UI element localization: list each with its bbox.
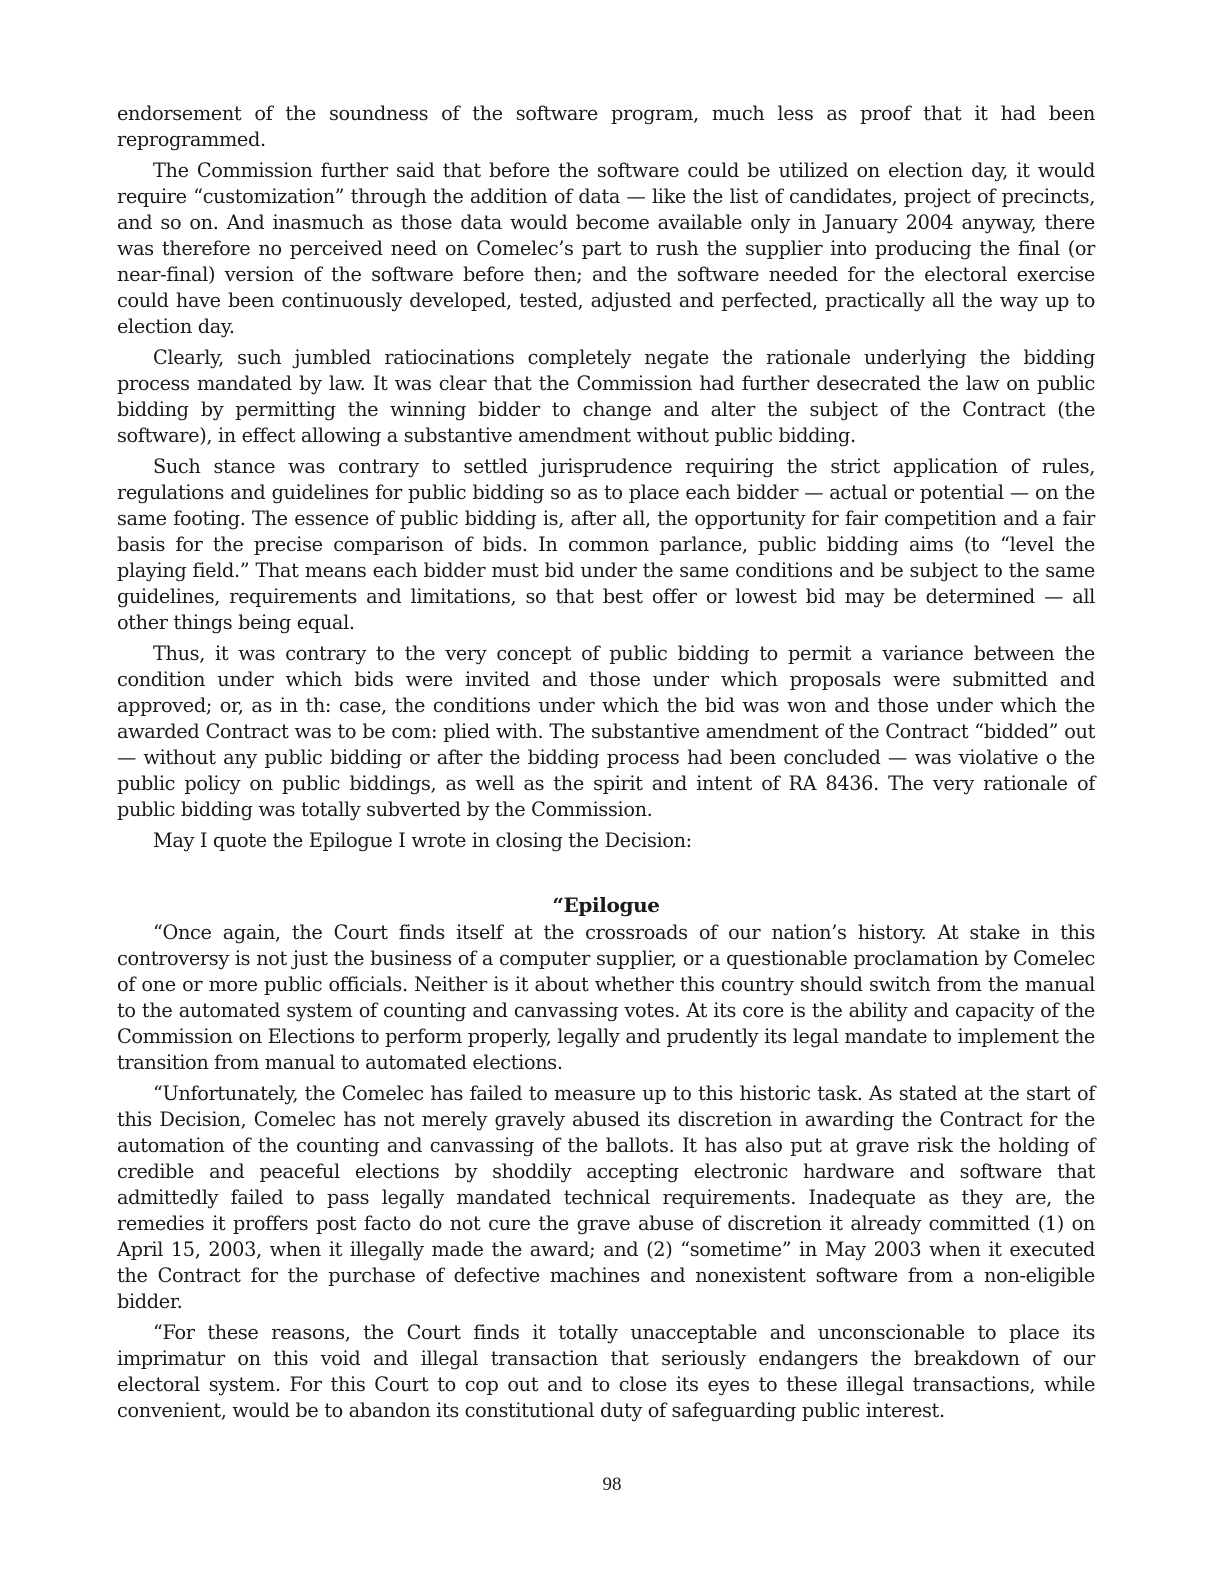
paragraph: Clearly, such jumbled ratiocinations completely negate the rationale underlying the bidding process mandated by law. It was clear that the Commission had further desecrated the law on public bidding by permitting the winning bidder to change and alter the subject of the Contract (the software), in effect allowing a substantive amendment without public bidding. (117, 346, 1095, 447)
quoted-paragraph: “Unfortunately, the Comelec has failed to measure up to this historic task. As stated at the start of this Decision, Comelec has not merely gravely abused its discretion in awarding the Contract for the automation of the counting and canvassing of the ballots. It has also put at grave risk the holding of credible and peaceful elections by shoddily accepting electronic hardware and software that admittedly failed to pass legally mandated technical requirements. Inadequate as they are, the remedies it proffers post facto do not cure the grave abuse of discretion it already committed (1) on April 15, 2003, when it illegally made the award; and (2) “sometime” in May 2003 when it executed the Contract for the purchase of defective machines and nonexistent software from a non-eligible bidder. (117, 1082, 1095, 1313)
quoted-paragraph: “Once again, the Court finds itself at the crossroads of our nation’s history. At stake in this controversy is not just the business of a computer supplier, or a questionable proclamation by Comelec of one or more public officials. Neither is it about whether this country should switch from the manual to the automated system of counting and canvassing votes. At its core is the ability and capacity of the Commission on Elections to perform properly, legally and prudently its legal mandate to implement the transition from manual to automated elections. (117, 921, 1095, 1074)
page-number: 98 (602, 1474, 622, 1495)
quoted-paragraph: “For these reasons, the Court finds it totally unacceptable and unconscionable to place its imprimatur on this void and illegal transaction that seriously endangers the breakdown of our electoral system. For this Court to cop out and to close its eyes to these illegal transactions, while convenient, would be to abandon its constitutional duty of safeguarding public interest. (117, 1321, 1095, 1422)
document-body (117, 101, 1095, 1429)
paragraph: The Commission further said that before the software could be utilized on election day, it would require “customization” through the addition of data — like the list of candidates, project of precincts, and so on. And inasmuch as those data would become available only in January 2004 anyway, there was therefore no perceived need on Comelec’s part to rush the supplier into producing the final (or near-final) version of the software before then; and the software needed for the electoral exercise could have been continuously developed, tested, adjusted and perfected, practically all the way up to election day. (117, 159, 1095, 338)
paragraph: endorsement of the soundness of the software program, much less as proof that it had been reprogrammed. (117, 102, 1095, 151)
paragraph: Such stance was contrary to settled jurisprudence requiring the strict application of rules, regulations and guidelines for public bidding so as to place each bidder — actual or potential — on the same footing. The essence of public bidding is, after all, the opportunity for fair competition and a fair basis for the precise comparison of bids. In common parlance, public bidding aims (to “level the playing field.” That means each bidder must bid under the same conditions and be subject to the same guidelines, requirements and limitations, so that best offer or lowest bid may be determined — all other things being equal. (117, 455, 1095, 634)
section-heading: “Epilogue (552, 893, 660, 917)
paragraph: Thus, it was contrary to the very concept of public bidding to permit a variance between the condition under which bids were invited and those under which proposals were submitted and approved; or, as in th: case, the conditions under which the bid was won and those under which the awarded Contract was to be com: plied with. The substantive amendment of the Contract “bidded” out — without any public bidding or after the bidding process had been concluded — was violative o the public policy on public biddings, as well as the spirit and intent of RA 8436. The very rationale of public bidding was totally subverted by the Commission. (117, 642, 1095, 821)
paragraph: May I quote the Epilogue I wrote in closing the Decision: (153, 829, 692, 852)
